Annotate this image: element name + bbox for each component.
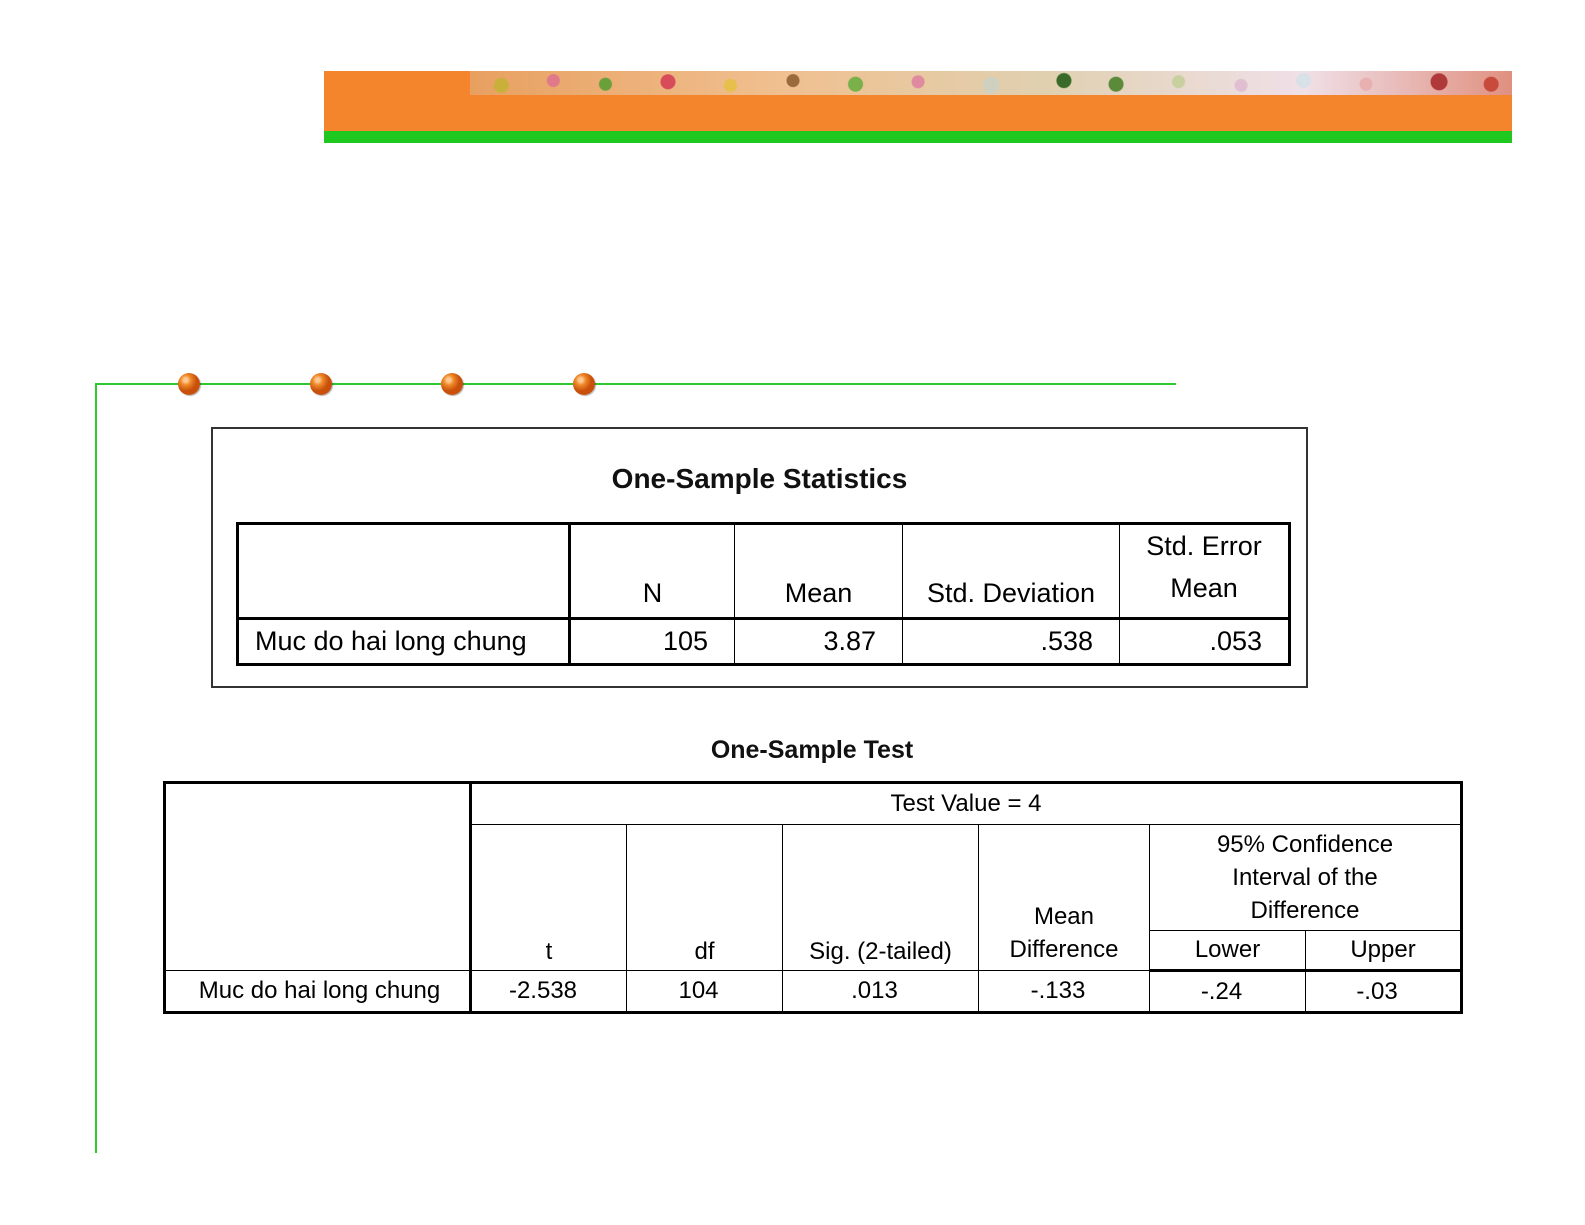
header-upper: Upper — [1306, 931, 1462, 971]
vertical-green-line — [95, 383, 97, 1153]
value-mean: 3.87 — [735, 619, 903, 665]
header-ci-line1: 95% Confidence — [1216, 831, 1394, 858]
value-df: 104 — [627, 971, 783, 1013]
statistics-title: One-Sample Statistics — [611, 463, 908, 494]
value-lower: -.24 — [1150, 971, 1306, 1013]
test-header-row-1 — [165, 783, 1462, 825]
header-ci-line3: Difference — [1250, 897, 1360, 924]
orange-dot-1 — [178, 373, 200, 395]
header-confidence-interval — [1150, 825, 1462, 931]
orange-dot-3 — [441, 373, 463, 395]
value-n: 105 — [570, 619, 735, 665]
test-header-blank-cell — [165, 783, 471, 971]
orange-dot-4 — [573, 373, 595, 395]
value-sig: .013 — [783, 971, 979, 1013]
statistics-header-row — [238, 524, 1290, 619]
statistics-table — [236, 522, 1291, 666]
orange-dot-2 — [310, 373, 332, 395]
test-data-row — [165, 971, 1462, 1013]
test-table — [163, 781, 1463, 1014]
header-mean-difference — [979, 825, 1150, 971]
row-label: Muc do hai long chung — [238, 619, 570, 665]
value-mean-difference: -.133 — [979, 971, 1150, 1013]
statistics-data-row — [238, 619, 1290, 665]
value-std-deviation: .538 — [903, 619, 1120, 665]
header-t: t — [471, 825, 627, 971]
header-df: df — [627, 825, 783, 971]
header-mean-difference-line2: Difference — [1009, 936, 1119, 963]
header-mean: Mean — [735, 524, 903, 619]
value-upper: -.03 — [1306, 971, 1462, 1013]
header-sig-2-tailed: Sig. (2-tailed) — [783, 825, 979, 971]
value-t: -2.538 — [471, 971, 627, 1013]
floral-banner-image — [470, 71, 1512, 95]
header-mean-difference-line1: Mean — [1033, 903, 1095, 930]
header-blank-cell — [238, 524, 570, 619]
horizontal-green-line — [95, 383, 1176, 385]
header-std-deviation: Std. Deviation — [903, 524, 1120, 619]
header-std-error-mean — [1120, 524, 1290, 619]
value-std-error-mean: .053 — [1120, 619, 1290, 665]
header-std-error-line2: Mean — [1170, 573, 1238, 603]
header-green-stripe — [324, 131, 1512, 143]
test-title: One-Sample Test — [710, 736, 914, 764]
header-ci-line2: Interval of the — [1232, 864, 1378, 891]
test-value-header: Test Value = 4 — [471, 783, 1462, 825]
header-n: N — [570, 524, 735, 619]
test-row-label: Muc do hai long chung — [165, 971, 471, 1013]
header-lower: Lower — [1150, 931, 1306, 971]
header-std-error-line1: Std. Error — [1146, 531, 1262, 561]
